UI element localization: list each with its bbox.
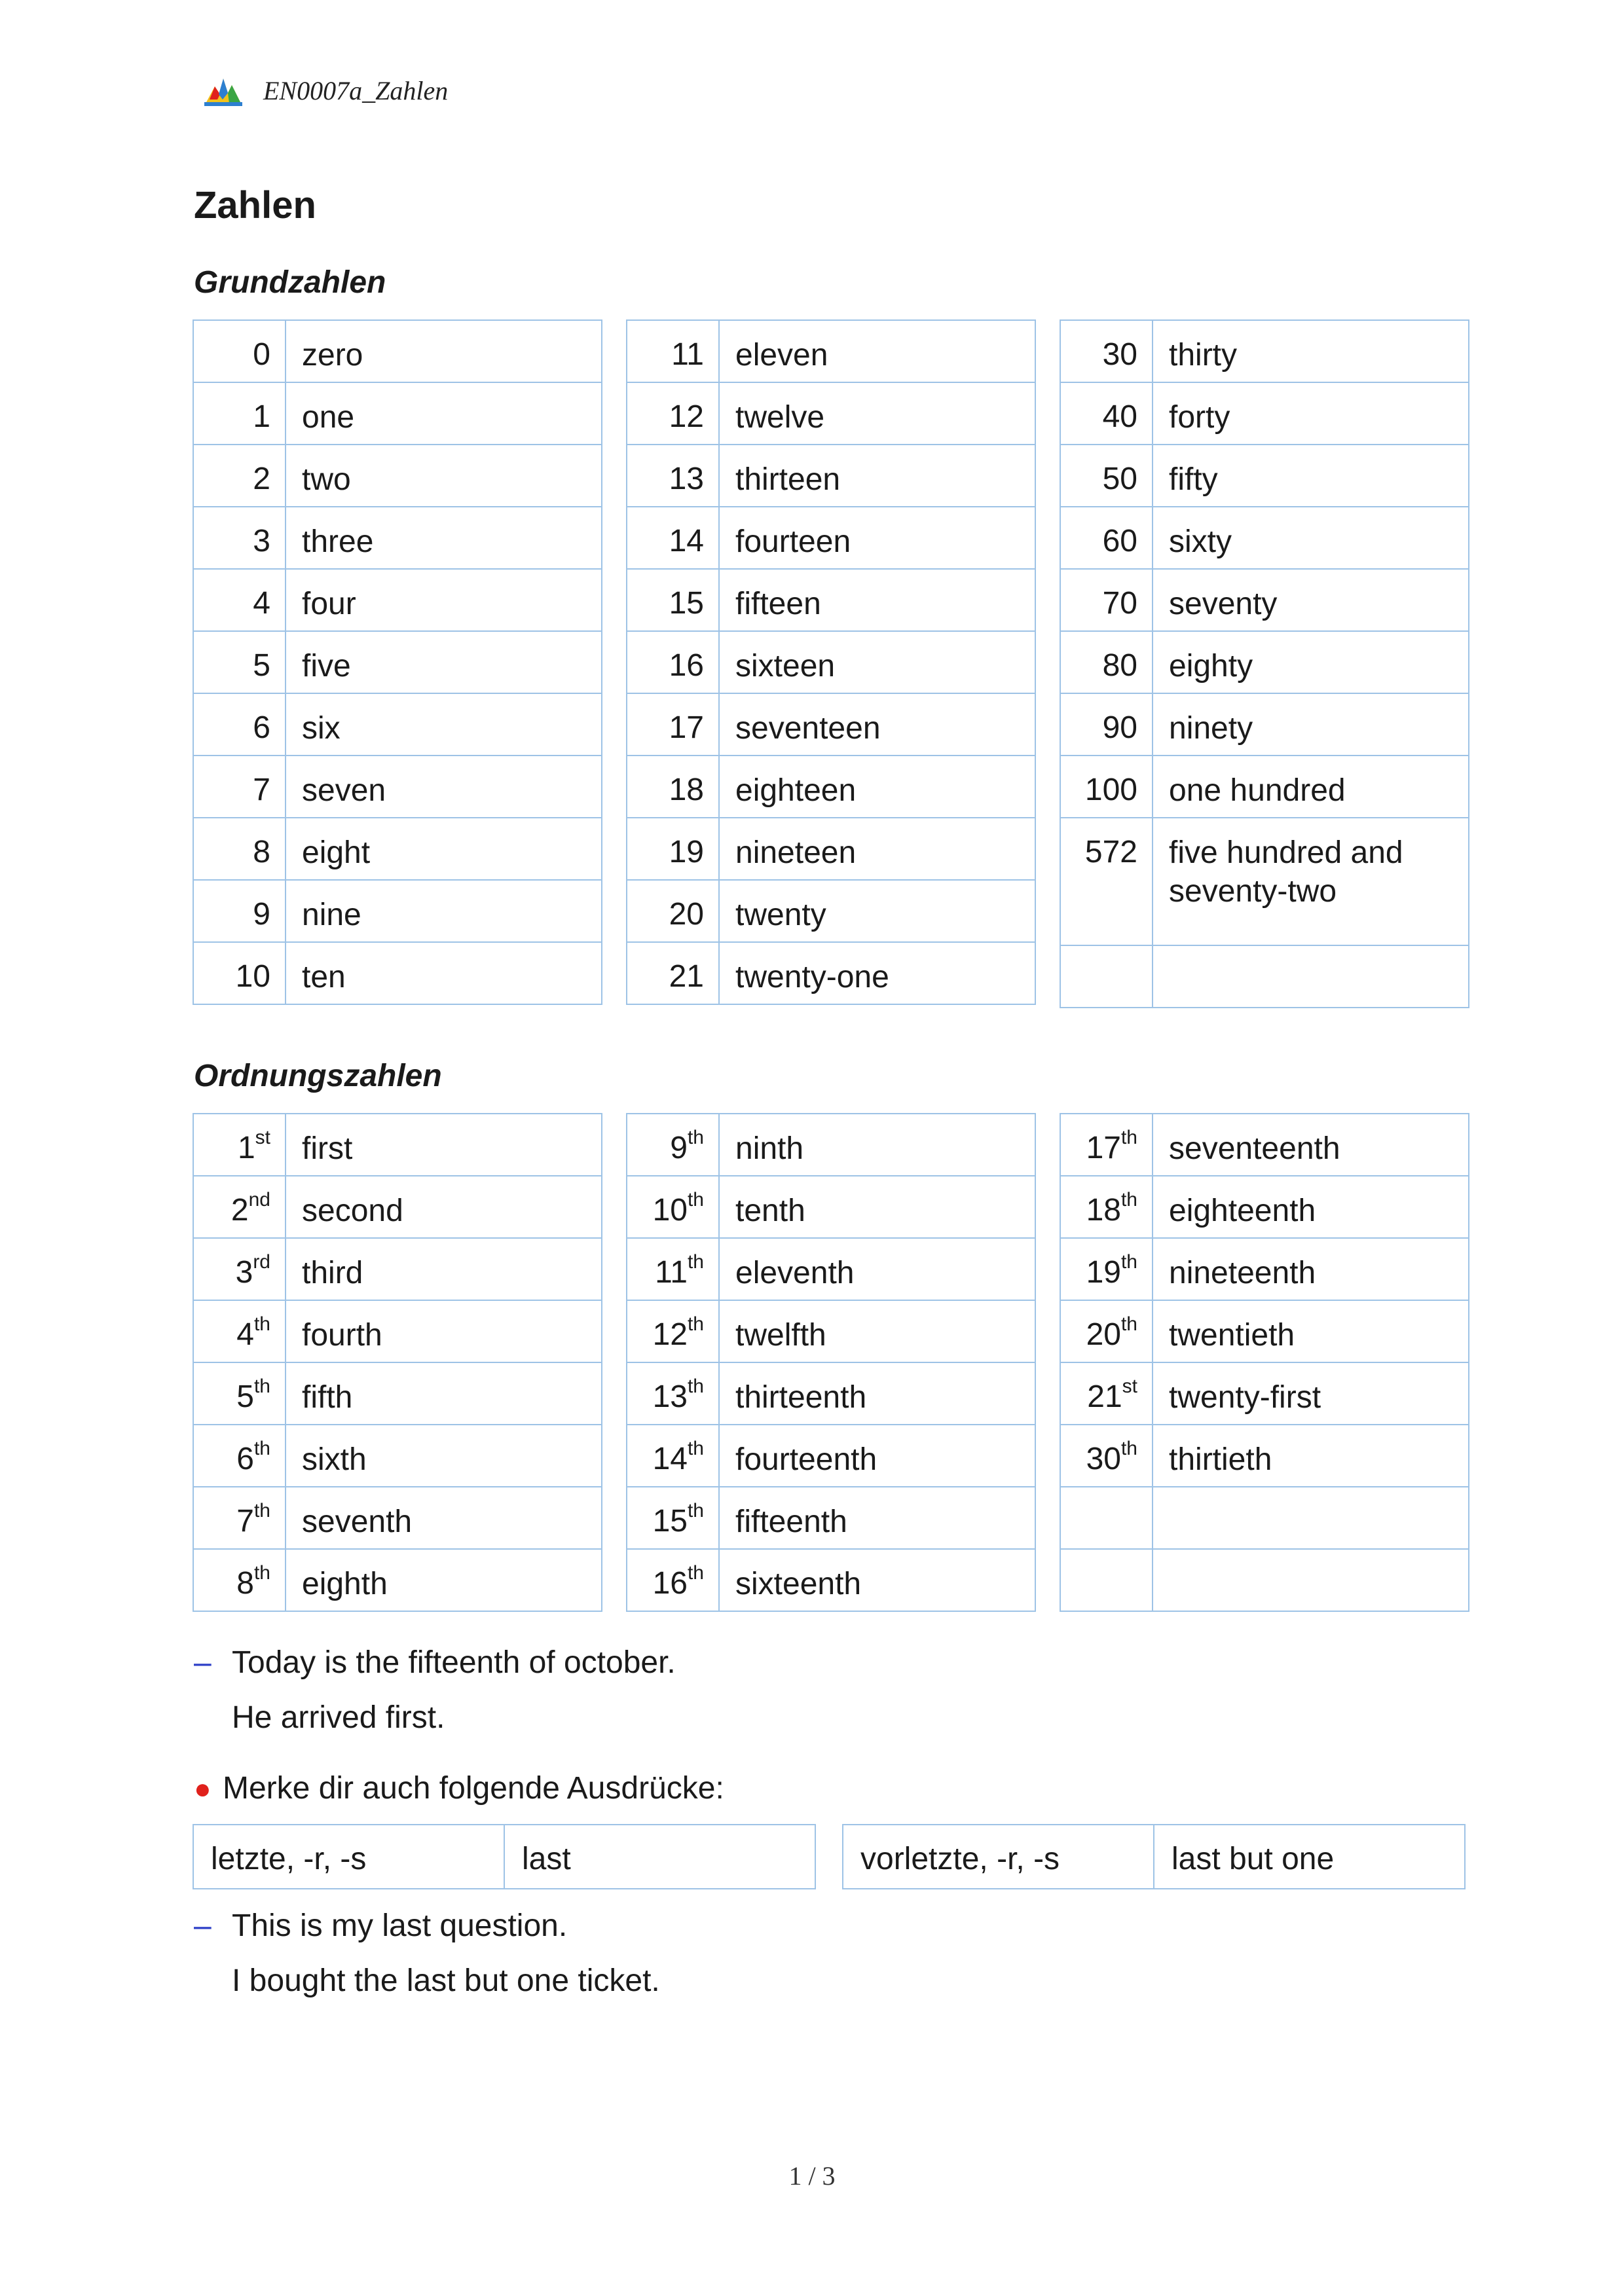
ordinal-suffix: rd <box>253 1251 270 1273</box>
number-cell <box>193 382 286 445</box>
number-cell <box>627 320 719 382</box>
number-word: fifteenth <box>719 1487 1035 1549</box>
table-row <box>193 1238 602 1300</box>
table-row <box>1060 382 1469 445</box>
number-word: seventy <box>1153 569 1469 631</box>
number-value: 7 <box>253 773 270 807</box>
expression-table-2 <box>842 1824 1466 1889</box>
number-cell <box>1060 818 1153 945</box>
number-cell <box>193 756 286 818</box>
number-value: 1 <box>253 399 270 434</box>
number-cell <box>1060 1487 1153 1549</box>
number-value: 12 <box>652 1317 688 1352</box>
number-cell <box>627 382 719 445</box>
number-word: five hundred and seventy-two <box>1153 818 1469 945</box>
number-word: five <box>286 631 602 693</box>
number-value: 30 <box>1086 1442 1121 1476</box>
number-value: 80 <box>1102 648 1137 683</box>
number-cell <box>1060 1549 1153 1611</box>
number-cell <box>193 942 286 1004</box>
number-word: sixty <box>1153 507 1469 569</box>
table-row <box>193 942 602 1004</box>
table-row <box>1060 818 1469 945</box>
table-row <box>1060 756 1469 818</box>
number-value: 13 <box>669 462 704 496</box>
table-row <box>627 1487 1035 1549</box>
page-title: Zahlen <box>194 184 316 227</box>
table-row <box>193 1114 602 1176</box>
number-cell <box>1060 1425 1153 1487</box>
table-row <box>193 1300 602 1362</box>
number-cell <box>1060 1238 1153 1300</box>
number-word: fifth <box>286 1362 602 1425</box>
dash-marker: – <box>194 1908 212 1943</box>
number-cell <box>627 1176 719 1238</box>
number-cell <box>1060 445 1153 507</box>
number-word: fifteen <box>719 569 1035 631</box>
ordinal-suffix: th <box>687 1189 704 1211</box>
number-value: 7 <box>236 1504 254 1539</box>
german-expression: vorletzte, -r, -s <box>843 1825 1154 1889</box>
number-word: eleven <box>719 320 1035 382</box>
number-cell <box>627 756 719 818</box>
number-cell <box>1060 756 1153 818</box>
ordinal-suffix: th <box>687 1562 704 1584</box>
table-row <box>193 445 602 507</box>
ordinal-suffix: th <box>1120 1127 1137 1148</box>
number-value: 4 <box>236 1317 254 1352</box>
table-row <box>627 569 1035 631</box>
number-word: forty <box>1153 382 1469 445</box>
example-sentence: Today is the fifteenth of october. <box>232 1645 676 1680</box>
number-cell <box>1060 1114 1153 1176</box>
table-row <box>193 1549 602 1611</box>
number-cell <box>1060 1362 1153 1425</box>
number-value: 2 <box>253 462 270 496</box>
ordinals-section-title: Ordnungszahlen <box>194 1059 442 1093</box>
table-row <box>627 880 1035 942</box>
table-row <box>1060 1425 1469 1487</box>
note-line <box>194 1770 724 1806</box>
number-word: zero <box>286 320 602 382</box>
ordinal-suffix: th <box>687 1376 704 1397</box>
number-value: 19 <box>1086 1255 1121 1290</box>
table-row <box>193 1487 602 1549</box>
number-word <box>1153 945 1469 1008</box>
number-cell <box>627 880 719 942</box>
number-word: fourteenth <box>719 1425 1035 1487</box>
number-word: sixth <box>286 1425 602 1487</box>
table-row <box>1060 320 1469 382</box>
table-row <box>193 1425 602 1487</box>
number-cell <box>627 1549 719 1611</box>
number-cell <box>193 1425 286 1487</box>
number-value: 21 <box>669 959 704 994</box>
table-row <box>627 1238 1035 1300</box>
number-value: 17 <box>1086 1131 1121 1165</box>
number-cell <box>1060 945 1153 1008</box>
number-word: fourth <box>286 1300 602 1362</box>
number-value: 5 <box>253 648 270 683</box>
table-row <box>193 818 602 880</box>
number-value: 11 <box>671 337 704 372</box>
number-word: seventeenth <box>1153 1114 1469 1176</box>
number-word: one hundred <box>1153 756 1469 818</box>
number-word: eighteenth <box>1153 1176 1469 1238</box>
number-word: three <box>286 507 602 569</box>
cardinals-table-1 <box>193 319 602 1005</box>
ordinal-suffix: nd <box>248 1189 270 1211</box>
table-row <box>193 320 602 382</box>
example-sentence: He arrived first. <box>232 1700 445 1735</box>
table-row <box>627 631 1035 693</box>
table-row <box>627 818 1035 880</box>
number-word: thirty <box>1153 320 1469 382</box>
number-cell <box>193 631 286 693</box>
cardinals-section-title: Grundzahlen <box>194 265 386 300</box>
number-word: eleventh <box>719 1238 1035 1300</box>
number-word: thirteen <box>719 445 1035 507</box>
page-header <box>203 71 448 110</box>
number-cell <box>193 507 286 569</box>
number-word: seven <box>286 756 602 818</box>
cardinals-table-2 <box>626 319 1036 1005</box>
table-row <box>193 880 602 942</box>
number-word: eight <box>286 818 602 880</box>
example-line <box>194 1963 660 1999</box>
table-row <box>193 507 602 569</box>
ordinal-suffix: st <box>1122 1376 1137 1397</box>
number-word: first <box>286 1114 602 1176</box>
number-value: 70 <box>1102 586 1137 621</box>
number-word: eighth <box>286 1549 602 1611</box>
number-value: 90 <box>1102 710 1137 745</box>
number-value: 10 <box>652 1193 688 1228</box>
page-number: 1 / 3 <box>788 2161 836 2191</box>
ordinal-suffix: th <box>687 1500 704 1522</box>
number-word: twenty-one <box>719 942 1035 1004</box>
number-word: twenty <box>719 880 1035 942</box>
table-row <box>627 445 1035 507</box>
number-value: 18 <box>1086 1193 1121 1228</box>
english-expression: last <box>504 1825 815 1889</box>
number-value: 11 <box>655 1255 688 1290</box>
number-cell <box>193 569 286 631</box>
table-row <box>193 756 602 818</box>
table-row <box>627 1425 1035 1487</box>
number-value: 3 <box>253 524 270 558</box>
example-line <box>194 1700 445 1736</box>
number-value: 3 <box>235 1255 253 1290</box>
number-cell <box>627 693 719 756</box>
number-cell <box>1060 320 1153 382</box>
table-row <box>193 382 602 445</box>
table-row <box>627 942 1035 1004</box>
document-id: EN0007a_Zahlen <box>263 75 449 105</box>
number-value: 9 <box>253 897 270 932</box>
number-word: fourteen <box>719 507 1035 569</box>
number-word: six <box>286 693 602 756</box>
number-word: sixteen <box>719 631 1035 693</box>
table-row <box>627 1300 1035 1362</box>
number-cell <box>627 942 719 1004</box>
number-cell <box>193 1362 286 1425</box>
number-value: 10 <box>235 959 270 994</box>
ordinal-suffix: th <box>1120 1313 1137 1335</box>
number-word: twelfth <box>719 1300 1035 1362</box>
table-row <box>193 631 602 693</box>
number-value: 572 <box>1084 835 1137 869</box>
number-value: 6 <box>236 1442 254 1476</box>
example-line <box>194 1908 567 1944</box>
number-word: second <box>286 1176 602 1238</box>
example-line <box>194 1645 676 1681</box>
ordinal-suffix: th <box>1120 1251 1137 1273</box>
number-cell <box>1060 631 1153 693</box>
number-cell <box>1060 507 1153 569</box>
table-row <box>627 1362 1035 1425</box>
english-expression: last but one <box>1154 1825 1465 1889</box>
ordinal-suffix: th <box>253 1562 270 1584</box>
publisher-logo-icon <box>203 73 244 107</box>
number-value: 13 <box>652 1379 688 1414</box>
ordinal-suffix: st <box>255 1127 270 1148</box>
number-value: 8 <box>236 1566 254 1601</box>
number-value: 20 <box>669 897 704 932</box>
ordinal-suffix: th <box>253 1313 270 1335</box>
number-word: four <box>286 569 602 631</box>
table-row <box>627 756 1035 818</box>
number-cell <box>627 445 719 507</box>
table-row <box>1060 507 1469 569</box>
red-bullet-icon: ● <box>194 1773 212 1805</box>
cardinals-table-3 <box>1060 319 1469 1008</box>
ordinal-suffix: th <box>687 1251 704 1273</box>
number-word <box>1153 1549 1469 1611</box>
number-value: 4 <box>253 586 270 621</box>
number-word: third <box>286 1238 602 1300</box>
number-value: 40 <box>1102 399 1137 434</box>
number-value: 50 <box>1102 462 1137 496</box>
number-value: 19 <box>669 835 704 869</box>
table-row <box>1060 569 1469 631</box>
number-value: 30 <box>1102 337 1137 372</box>
number-cell <box>627 1238 719 1300</box>
number-value: 2 <box>231 1193 249 1228</box>
number-word: nineteen <box>719 818 1035 880</box>
number-cell <box>1060 569 1153 631</box>
number-word: twelve <box>719 382 1035 445</box>
number-cell <box>1060 693 1153 756</box>
table-row <box>1060 945 1469 1008</box>
number-value: 15 <box>652 1504 688 1539</box>
number-cell <box>193 1549 286 1611</box>
ordinal-suffix: th <box>1120 1438 1137 1459</box>
table-row <box>1060 1114 1469 1176</box>
number-value: 15 <box>669 586 704 621</box>
number-value: 16 <box>669 648 704 683</box>
number-cell <box>193 818 286 880</box>
number-value: 16 <box>652 1566 688 1601</box>
number-word: nine <box>286 880 602 942</box>
table-row <box>1060 693 1469 756</box>
number-word: ninety <box>1153 693 1469 756</box>
table-row <box>193 1825 815 1889</box>
number-word: ten <box>286 942 602 1004</box>
number-value: 17 <box>669 710 704 745</box>
number-value: 20 <box>1086 1317 1121 1352</box>
number-cell <box>193 320 286 382</box>
number-cell <box>627 818 719 880</box>
number-word: thirtieth <box>1153 1425 1469 1487</box>
number-cell <box>627 1114 719 1176</box>
table-row <box>627 382 1035 445</box>
number-cell <box>193 1487 286 1549</box>
ordinals-table-1 <box>193 1113 602 1612</box>
ordinal-suffix: th <box>687 1313 704 1335</box>
number-cell <box>627 569 719 631</box>
table-row <box>193 569 602 631</box>
table-row <box>627 320 1035 382</box>
table-row <box>1060 1176 1469 1238</box>
number-word: twentieth <box>1153 1300 1469 1362</box>
number-cell <box>627 1362 719 1425</box>
number-value: 12 <box>669 399 704 434</box>
number-cell <box>193 880 286 942</box>
note-text: Merke dir auch folgende Ausdrücke: <box>223 1771 724 1806</box>
number-word: twenty-first <box>1153 1362 1469 1425</box>
number-cell <box>1060 1176 1153 1238</box>
number-word: sixteenth <box>719 1549 1035 1611</box>
ordinal-suffix: th <box>253 1500 270 1522</box>
number-value: 9 <box>670 1131 688 1165</box>
table-row <box>1060 1238 1469 1300</box>
table-row <box>627 1549 1035 1611</box>
number-cell <box>627 1425 719 1487</box>
ordinal-suffix: th <box>253 1438 270 1459</box>
number-value: 18 <box>669 773 704 807</box>
number-word <box>1153 1487 1469 1549</box>
number-cell <box>193 1238 286 1300</box>
number-word: seventh <box>286 1487 602 1549</box>
number-word: eighteen <box>719 756 1035 818</box>
number-cell <box>1060 382 1153 445</box>
number-word: fifty <box>1153 445 1469 507</box>
number-word: tenth <box>719 1176 1035 1238</box>
number-value: 5 <box>236 1379 254 1414</box>
number-cell <box>193 445 286 507</box>
number-cell <box>193 1114 286 1176</box>
expression-table-1 <box>193 1824 816 1889</box>
number-cell <box>627 1300 719 1362</box>
ordinal-suffix: th <box>1120 1189 1137 1211</box>
number-value: 14 <box>669 524 704 558</box>
example-sentence: I bought the last but one ticket. <box>232 1963 660 1998</box>
table-row <box>1060 445 1469 507</box>
number-cell <box>627 631 719 693</box>
number-word: seventeen <box>719 693 1035 756</box>
number-cell <box>627 507 719 569</box>
table-row <box>627 1114 1035 1176</box>
number-word: eighty <box>1153 631 1469 693</box>
german-expression: letzte, -r, -s <box>193 1825 504 1889</box>
number-value: 21 <box>1087 1379 1122 1414</box>
number-word: two <box>286 445 602 507</box>
ordinal-suffix: th <box>253 1376 270 1397</box>
table-row <box>843 1825 1465 1889</box>
number-value: 8 <box>253 835 270 869</box>
number-cell <box>193 1300 286 1362</box>
table-row <box>627 1176 1035 1238</box>
table-row <box>1060 1300 1469 1362</box>
number-value: 60 <box>1102 524 1137 558</box>
table-row <box>193 693 602 756</box>
ordinal-suffix: th <box>687 1438 704 1459</box>
table-row <box>1060 1362 1469 1425</box>
ordinals-table-2 <box>626 1113 1036 1612</box>
number-cell <box>193 693 286 756</box>
number-cell <box>1060 1300 1153 1362</box>
number-value: 1 <box>237 1131 255 1165</box>
table-row <box>193 1362 602 1425</box>
number-value: 100 <box>1084 773 1137 807</box>
number-cell <box>193 1176 286 1238</box>
table-row <box>1060 1487 1469 1549</box>
ordinal-suffix: th <box>687 1127 704 1148</box>
table-row <box>1060 1549 1469 1611</box>
number-value: 6 <box>253 710 270 745</box>
number-cell <box>627 1487 719 1549</box>
table-row <box>193 1176 602 1238</box>
table-row <box>627 693 1035 756</box>
table-row <box>627 507 1035 569</box>
number-word: one <box>286 382 602 445</box>
ordinals-table-3 <box>1060 1113 1469 1612</box>
number-value: 14 <box>652 1442 688 1476</box>
number-word: thirteenth <box>719 1362 1035 1425</box>
number-value: 0 <box>253 337 270 372</box>
table-row <box>1060 631 1469 693</box>
number-word: nineteenth <box>1153 1238 1469 1300</box>
example-sentence: This is my last question. <box>232 1908 568 1943</box>
number-word: ninth <box>719 1114 1035 1176</box>
dash-marker: – <box>194 1645 212 1680</box>
